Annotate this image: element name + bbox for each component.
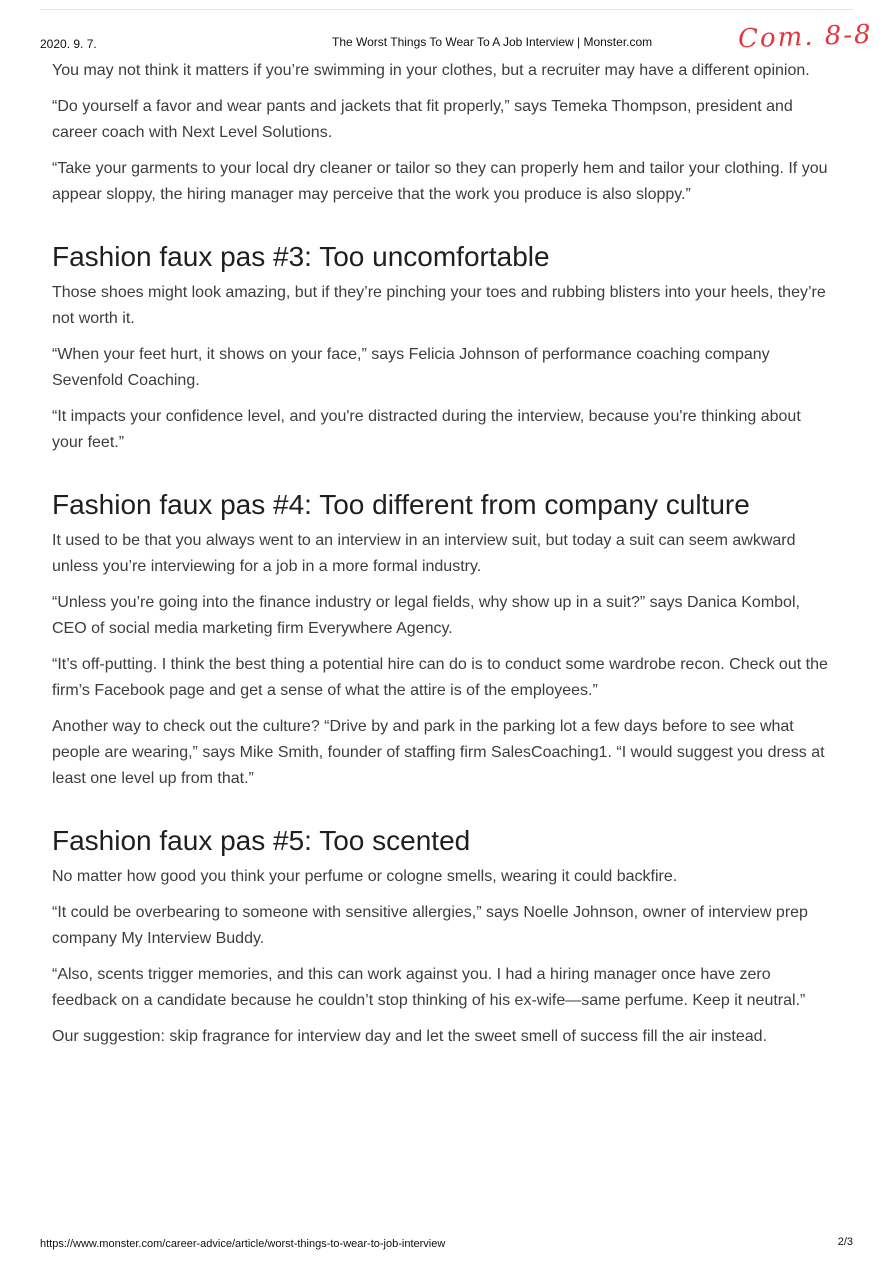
- paragraph: “It’s off-putting. I think the best thing a potential hire can do is to conduct some wardrobe recon. Check out the firm’s Facebook page and get a sense of what the attire is of the employees.”: [52, 656, 828, 699]
- paragraph: “It impacts your confidence level, and you're distracted during the interview, because you're thinking about your feet.”: [52, 408, 801, 451]
- print-page-title: The Worst Things To Wear To A Job Interview | Monster.com: [332, 35, 653, 49]
- paragraph: Those shoes might look amazing, but if they’re pinching your toes and rubbing blisters into your heels, they’re not worth it.: [52, 284, 826, 327]
- section-too-uncomfortable: [52, 240, 834, 456]
- paragraph: “When your feet hurt, it shows on your face,” says Felicia Johnson of performance coaching company Sevenfold Coaching.: [52, 346, 770, 389]
- section-heading: Fashion faux pas #5: Too scented: [52, 825, 471, 856]
- paragraph: No matter how good you think your perfume or cologne smells, wearing it could backfire.: [52, 868, 678, 885]
- article-body: [52, 58, 834, 1060]
- paragraph: “Unless you’re going into the finance industry or legal fields, why show up in a suit?” says Danica Kombol, CEO of social media marketing firm Everywhere Agency.: [52, 594, 800, 637]
- page-number: 2/3: [837, 1236, 853, 1248]
- paragraph: “Also, scents trigger memories, and this can work against you. I had a hiring manager once have zero feedback on a candidate because he couldn’t stop thinking of his ex-wife—same perfume. Keep it neutral.”: [52, 966, 806, 1009]
- page-url: https://www.monster.com/career-advice/article/worst-things-to-wear-to-job-interview: [40, 1238, 446, 1250]
- intro-block: [52, 58, 834, 208]
- paragraph: It used to be that you always went to an interview in an interview suit, but today a suit can seem awkward unless you’re interviewing for a job in a more formal industry.: [52, 532, 796, 575]
- paragraph: “It could be overbearing to someone with sensitive allergies,” says Noelle Johnson, owner of interview prep company My Interview Buddy.: [52, 904, 808, 947]
- section-heading: Fashion faux pas #4: Too different from company culture: [52, 489, 750, 520]
- section-too-scented: [52, 824, 834, 1050]
- top-divider: [40, 9, 853, 10]
- paragraph: Another way to check out the culture? “Drive by and park in the parking lot a few days before to see what people are wearing,” says Mike Smith, founder of staffing firm SalesCoaching1. “I would suggest you dress at least one level up from that.”: [52, 718, 825, 787]
- paragraph: Our suggestion: skip fragrance for interview day and let the sweet smell of success fill the air instead.: [52, 1028, 768, 1045]
- paragraph: “Take your garments to your local dry cleaner or tailor so they can properly hem and tailor your clothing. If you appear sloppy, the hiring manager may perceive that the work you produce is also sloppy.”: [52, 160, 828, 203]
- paragraph: “Do yourself a favor and wear pants and jackets that fit properly,” says Temeka Thompson, president and career coach with Next Level Solutions.: [52, 98, 793, 141]
- section-heading: Fashion faux pas #3: Too uncomfortable: [52, 241, 550, 272]
- handwritten-note: Com. 8-8: [737, 19, 874, 55]
- print-date: 2020. 9. 7.: [40, 37, 97, 51]
- paragraph: You may not think it matters if you’re swimming in your clothes, but a recruiter may have a different opinion.: [52, 62, 810, 79]
- section-company-culture: [52, 488, 834, 792]
